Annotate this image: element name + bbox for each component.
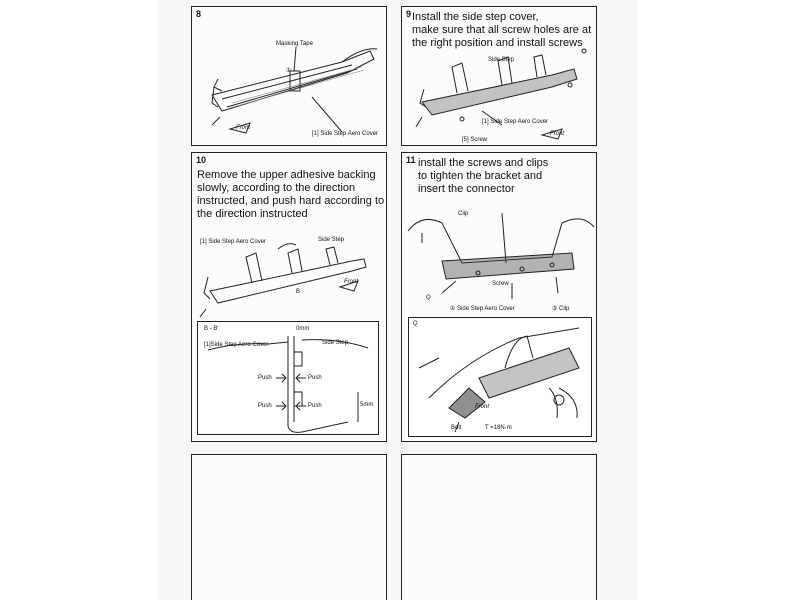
step-11-car-diagram xyxy=(402,153,598,313)
marker-a-label: ① xyxy=(286,68,292,74)
step-10-panel xyxy=(191,152,387,442)
aero-cover-label: [1] Side Step Aero Cover xyxy=(482,119,549,125)
step-11-title: install the screws and clips to tighten the bracket and insert the connector xyxy=(418,157,549,195)
screw-label: Screw xyxy=(492,281,509,287)
q-detail-label: Q xyxy=(413,321,418,327)
push-label-right-2: Push xyxy=(308,403,322,409)
front-label: Front xyxy=(550,131,565,137)
clip-label: Clip xyxy=(458,211,469,217)
torque-label: T =18N·m xyxy=(485,425,512,431)
step-number: 11 xyxy=(406,155,416,165)
step-number: 10 xyxy=(196,155,207,165)
section-label: B - B' xyxy=(204,326,219,332)
front-label: Front xyxy=(236,125,251,131)
side-step-label: Side Step xyxy=(488,57,515,63)
push-label-left-1: Push xyxy=(258,375,272,381)
aero-cover-label: ① Side Step Aero Cover xyxy=(450,306,515,312)
detail-q xyxy=(408,317,592,437)
bolt-label: Bolt xyxy=(451,425,462,431)
aero-cover-label: [1] Side Step Aero Cover xyxy=(200,239,267,245)
front-label: Front xyxy=(475,404,490,410)
front-label: Front xyxy=(344,279,359,285)
detail-aero-cover-label: [1]Side Step Aero Cover xyxy=(204,342,269,348)
section-b-detail xyxy=(197,321,379,435)
q-label: Q xyxy=(426,295,431,301)
screw-label: [5] Screw xyxy=(462,137,488,143)
empty-panel-left xyxy=(191,454,387,600)
step-number: 9 xyxy=(406,9,412,19)
step-9-diagram xyxy=(402,7,598,147)
step-9-title: Install the side step cover, make sure that all screw holes are at the right position and install screws xyxy=(412,11,592,49)
side-step-label: Side Step xyxy=(318,237,345,243)
push-label-left-2: Push xyxy=(258,403,272,409)
step-11-panel xyxy=(401,152,597,442)
aero-cover-label: [1] Side Step Aero Cover xyxy=(312,131,379,137)
step-8-diagram xyxy=(192,7,388,147)
b-marker-label: B xyxy=(296,289,301,295)
zero-mm-label: 0mm xyxy=(296,326,310,332)
section-diagram xyxy=(198,322,380,436)
masking-tape-label: Masking Tape xyxy=(276,41,313,47)
empty-panel-right xyxy=(401,454,597,600)
clip-num-label: ⑤ Clip xyxy=(552,306,570,312)
detail-side-step-label: Side Step xyxy=(322,340,349,346)
step-8-panel xyxy=(191,6,387,146)
step-number: 8 xyxy=(196,9,202,19)
step-10-diagram xyxy=(192,153,388,323)
step-9-panel xyxy=(401,6,597,146)
step-10-title: Remove the upper adhesive backing slowly, according to the direction instructed, and push hard according to the direction instructed xyxy=(197,169,385,220)
five-mm-label: 5mm xyxy=(360,402,374,408)
detail-q-diagram xyxy=(409,318,593,438)
push-label-right-1: Push xyxy=(308,375,322,381)
instruction-page xyxy=(158,0,638,600)
